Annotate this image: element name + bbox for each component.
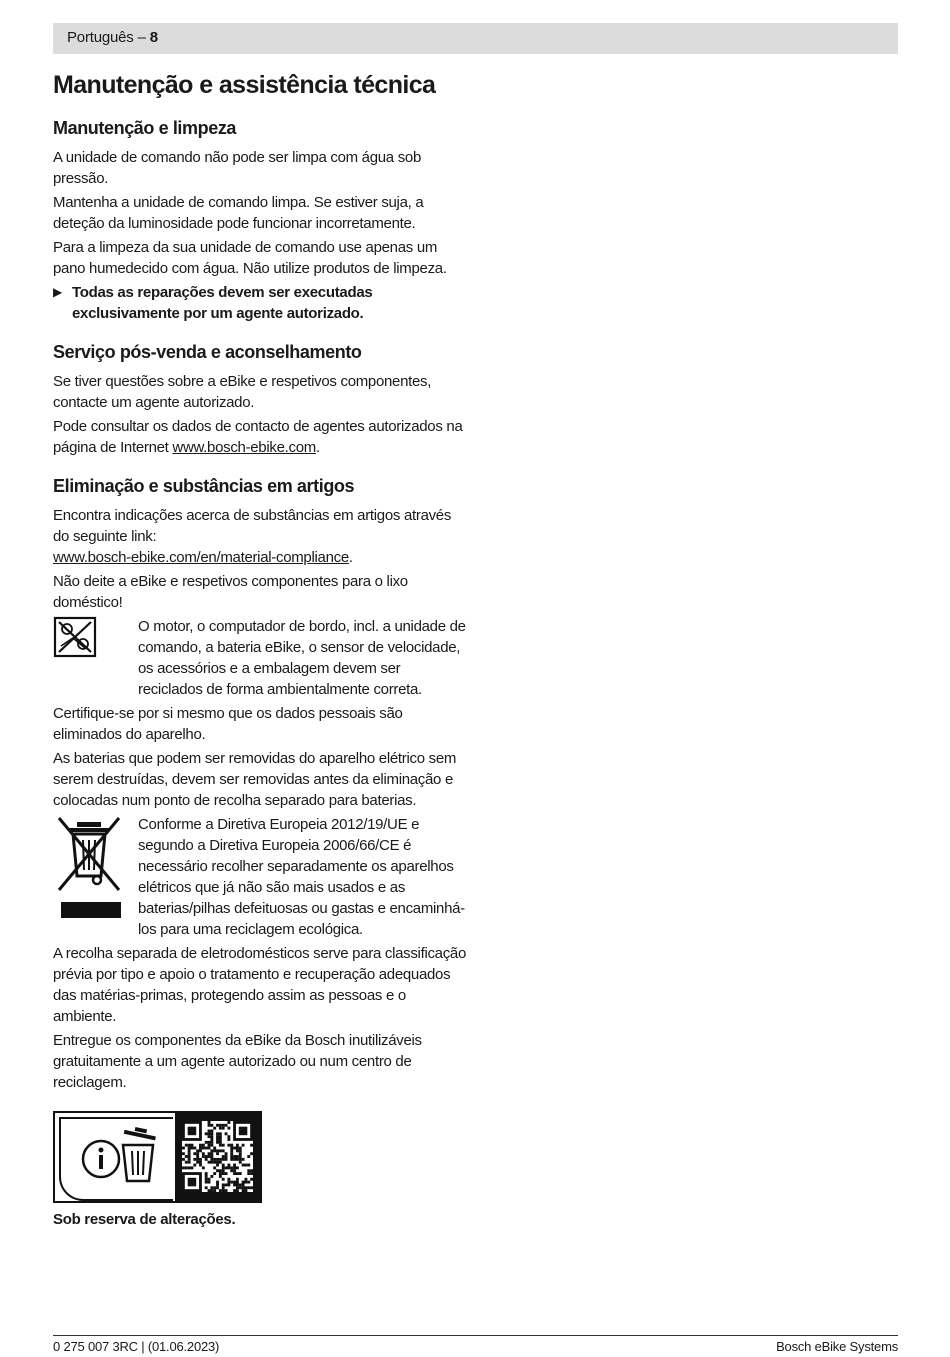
page-title: Manutenção e assistência técnica — [53, 71, 436, 99]
recycling-notice — [53, 616, 468, 700]
paragraph: Se tiver questões sobre a eBike e respetivos componentes, contacte um agente autorizado. — [53, 373, 432, 411]
recycling-text: O motor, o computador de bordo, incl. a unidade de comando, a bateria eBike, o sensor de velocidade, os acessórios e a embalagem devem ser reciclados de forma ambientalmente correta. — [138, 618, 466, 698]
paragraph — [53, 416, 468, 458]
section-maintenance — [53, 116, 468, 324]
weee-text: Conforme a Diretiva Europeia 2012/19/UE e segundo a Diretiva Europeia 2006/66/CE é necessário recolher separadamente os aparelhos elétricos que já não são mais usados e as baterias/pilhas defeituosas ou gastas e encaminhá-los para uma reciclagem ecológica. — [138, 816, 465, 938]
paragraph: As baterias que podem ser removidas do aparelho elétrico sem serem destruídas, devem ser removidas antes da eliminação e colocadas num ponto de recolha separado para baterias. — [53, 750, 457, 809]
paragraph: Não deite a eBike e respetivos componentes para o lixo doméstico! — [53, 573, 408, 611]
paragraph: A unidade de comando não pode ser limpa com água sob pressão. — [53, 149, 421, 187]
recycling-icon — [53, 616, 97, 658]
info-bin-icon — [61, 1119, 173, 1199]
paragraph-end: . — [315, 439, 320, 456]
bosch-ebike-link[interactable]: www.bosch-ebike.com — [172, 439, 316, 456]
footer-divider — [53, 1335, 898, 1336]
material-compliance-link[interactable]: www.bosch-ebike.com/en/material-compliance — [53, 549, 349, 566]
page-number: 8 — [149, 29, 158, 46]
paragraph: Certifique-se por si mesmo que os dados pessoais são eliminados do aparelho. — [53, 705, 403, 743]
page-header — [53, 23, 898, 54]
paragraph: Mantenha a unidade de comando limpa. Se estiver suja, a deteção da luminosidade pode funcionar incorretamente. — [53, 194, 424, 232]
header-separator: – — [137, 29, 146, 46]
weee-notice — [53, 814, 468, 940]
paragraph: Entregue os componentes da eBike da Bosch inutilizáveis gratuitamente a um agente autorizado ou num centro de reciclagem. — [53, 1032, 422, 1091]
qr-code-icon[interactable] — [175, 1113, 260, 1201]
section-heading: Serviço pós-venda e aconselhamento — [53, 342, 362, 362]
warning-text: Todas as reparações devem ser executadas exclusivamente por um agente autorizado. — [72, 284, 373, 322]
main-column — [53, 68, 468, 1228]
section-service — [53, 340, 468, 458]
section-heading: Eliminação e substâncias em artigos — [53, 476, 355, 496]
reserva-note: Sob reserva de alterações. — [53, 1211, 236, 1228]
paragraph: Para a limpeza da sua unidade de comando use apenas um pano humedecido com água. Não utilize produtos de limpeza. — [53, 239, 447, 277]
triangle-right-icon: ▶ — [53, 285, 62, 299]
paragraph-text: Encontra indicações acerca de substâncias em artigos através do seguinte link: — [53, 507, 452, 545]
header-label — [67, 29, 158, 46]
header-language: Português — [67, 29, 134, 46]
paragraph-end: . — [348, 549, 353, 566]
disposal-info-box — [53, 1111, 262, 1203]
paragraph — [53, 505, 468, 568]
footer-brand: Bosch eBike Systems — [776, 1339, 898, 1354]
footer-doc-id: 0 275 007 3RC | (01.06.2023) — [53, 1339, 220, 1354]
warning-bullet — [53, 282, 468, 324]
paragraph-text: Pode consultar os dados de contacto de agentes autorizados na página de Internet — [53, 418, 463, 456]
section-disposal — [53, 474, 468, 1093]
weee-bin-icon — [53, 814, 125, 922]
paragraph: A recolha separada de eletrodomésticos serve para classificação prévia por tipo e apoio o tratamento e recuperação adequados das matérias-primas, protegendo assim as pessoas e o ambiente. — [53, 945, 467, 1025]
section-heading: Manutenção e limpeza — [53, 118, 237, 138]
